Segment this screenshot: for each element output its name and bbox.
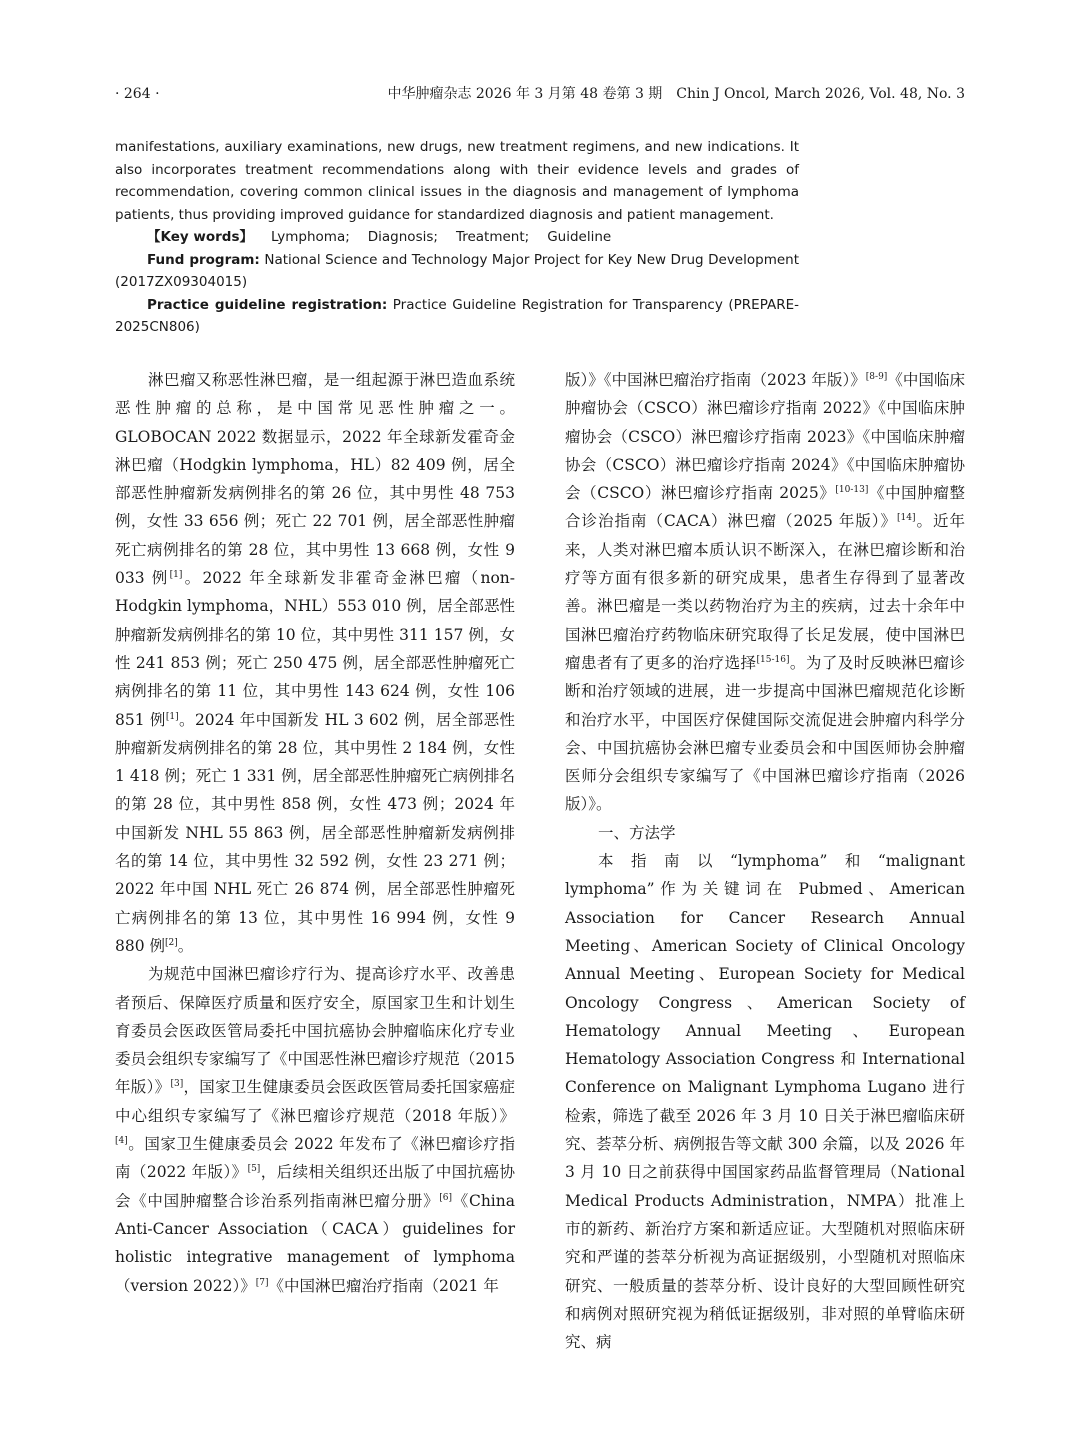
body-column-left bbox=[115, 366, 515, 1300]
body-paragraph bbox=[115, 366, 515, 960]
citation-ref: [5] bbox=[247, 1164, 261, 1175]
text-run: 《China Anti-Cancer Association（CACA）guidelines for holistic integrative management of lymphoma（version 2022）》 bbox=[115, 1191, 515, 1295]
abstract-text: manifestations, auxiliary examinations, new drugs, new treatment regimens, and new indications. It also incorporates treatment recommendations along with their evidence levels and grades of recommendation, covering common clinical issues in the diagnosis and management of lymphoma patients, thus providing improved guidance for standardized diagnosis and patient management. bbox=[115, 139, 799, 223]
text-run: 。2022 年全球新发非霍奇金淋巴瘤（non-Hodgkin lymphoma，NHL）553 010 例，居全部恶性肿瘤新发病例排名的第 10 位，其中男性 311 157 例，女性 241 853 例；死亡 250 475 例，居全部恶性肿瘤死亡病例排名的第 11 位，其中男性 143 624 例，女性 106 851 例 bbox=[115, 569, 515, 729]
registration-text: Practice Guideline Registration for Transparency (PREPARE-2025CN806) bbox=[115, 296, 799, 335]
text-run: 《中国肿瘤整合诊治指南（CACA）淋巴瘤（2025 年版）》 bbox=[565, 484, 965, 531]
keywords-line bbox=[115, 226, 799, 249]
body-paragraph: 本指南以“lymphoma”和“malignant lymphoma”作为关键词在 Pubmed、American Association for Cancer Research Annual Meeting、American Society of Clinical Oncology Annual Meeting、European Society for Medical Oncology Congress、American Society of Hematology Annual Meeting、European Hematology Association Congress 和 International Conference on Malignant Lymphoma Lugano 进行检索，筛选了截至 2026 年 3 月 10 日关于淋巴瘤临床研究、荟萃分析、病例报告等文献 300 余篇，以及 2026 年 3 月 10 日之前获得中国国家药品监督管理局（National Medical Products Administration，NMPA）批准上市的新药、新治疗方案和新适应证。大型随机对照临床研究和严谨的荟萃分析视为高证据级别，小型随机对照临床研究、一般质量的荟萃分析、设计良好的大型回顾性研究和病例对照研究视为稍低证据级别，非对照的单臂临床研究、病 bbox=[565, 852, 965, 1352]
text-run: 淋巴瘤又称恶性淋巴瘤，是一组起源于淋巴造血系统恶性肿瘤的总称，是中国常见恶性肿瘤之一。GLOBOCAN 2022 数据显示，2022 年全球新发霍奇金淋巴瘤（Hodgkin lymphoma，HL）82 409 例，居全部恶性肿瘤新发病例排名的第 26 位，其中男性 48 753 例，女性 33 656 例；死亡 22 701 例，居全部恶性肿瘤死亡病例排名的第 28 位，其中男性 13 668 例，女性 9 033 例 bbox=[115, 371, 515, 588]
body-column-right bbox=[565, 366, 965, 1356]
fund-program bbox=[115, 249, 799, 294]
citation-ref: [1] bbox=[169, 569, 183, 580]
english-abstract bbox=[115, 136, 799, 339]
citation-ref: [3] bbox=[170, 1079, 184, 1090]
keyword: Treatment; bbox=[455, 229, 530, 245]
keyword: Diagnosis; bbox=[367, 229, 438, 245]
text-run: 《中国临床肿瘤协会（CSCO）淋巴瘤诊疗指南 2022》《中国临床肿瘤协会（CSCO）淋巴瘤诊疗指南 2023》《中国临床肿瘤协会（CSCO）淋巴瘤诊疗指南 2024》《中国临床肿瘤协会（CSCO）淋巴瘤诊疗指南 2025》 bbox=[565, 371, 965, 503]
text-run: 。国家卫生健康委员会 2022 年发布了《淋巴瘤诊疗指南（2022 年版）》 bbox=[115, 1135, 515, 1182]
text-run: 《中国淋巴瘤治疗指南（2021 年 bbox=[268, 1276, 499, 1295]
text-run: 。为了及时反映淋巴瘤诊断和治疗领域的进展，进一步提高中国淋巴瘤规范化诊断和治疗水平，中国医疗保健国际交流促进会肿瘤内科学分会、中国抗癌协会淋巴瘤专业委员会和中国医师协会肿瘤医师分会组织专家编写了《中国淋巴瘤诊疗指南（2026 版）》。 bbox=[565, 653, 965, 814]
citation-ref: [4] bbox=[115, 1135, 128, 1146]
citation-ref: [10-13] bbox=[835, 485, 869, 496]
section-heading: 一、方法学 bbox=[598, 823, 676, 842]
text-run: 。近年来，人类对淋巴瘤本质认识不断深入，在淋巴瘤诊断和治疗等方面有很多新的研究成果，患者生存得到了显著改善。淋巴瘤是一类以药物治疗为主的疾病，过去十余年中国淋巴瘤治疗药物临床研究取得了长足发展，使中国淋巴瘤患者有了更多的治疗选择 bbox=[565, 512, 965, 672]
text-run: 。2024 年中国新发 HL 3 602 例，居全部恶性肿瘤新发病例排名的第 28 位，其中男性 2 184 例，女性 1 418 例；死亡 1 331 例，居全部恶性肿瘤死亡病例排名的第 28 位，其中男性 858 例，女性 473 例；2024 年中国新发 NHL 55 863 例，居全部恶性肿瘤新发病例排名的第 14 位，其中男性 32 592 例，女性 23 271 例；2022 年中国 NHL 死亡 26 874 例，居全部恶性肿瘤死亡病例排名的第 13 位，其中男性 16 994 例，女性 9 880 例 bbox=[115, 710, 515, 955]
citation-ref: [15-16] bbox=[756, 654, 790, 665]
keyword: Lymphoma; bbox=[270, 229, 350, 245]
citation-ref: [1] bbox=[165, 711, 179, 722]
text-run: ，后续相关组织还出版了中国抗癌协会《中国肿瘤整合诊治系列指南淋巴瘤分册》 bbox=[115, 1163, 515, 1210]
body-paragraph bbox=[565, 366, 965, 819]
registration-label: Practice guideline registration: bbox=[147, 296, 388, 313]
text-run: 为规范中国淋巴瘤诊疗行为、提高诊疗水平、改善患者预后、保障医疗质量和医疗安全，原国家卫生和计划生育委员会医政医管局委托中国抗癌协会肿瘤临床化疗专业委员会组织专家编写了《中国恶性淋巴瘤诊疗规范（2015 年版）》 bbox=[115, 965, 515, 1097]
fund-label: Fund program: bbox=[147, 251, 260, 268]
citation-ref: [2] bbox=[165, 937, 178, 948]
text-run: ，国家卫生健康委员会医政医管局委托国家癌症中心组织专家编写了《淋巴瘤诊疗规范（2018 年版）》 bbox=[115, 1078, 515, 1125]
keyword: Guideline bbox=[547, 229, 612, 245]
body-paragraph bbox=[115, 960, 515, 1300]
citation-ref: [14] bbox=[897, 513, 916, 524]
citation-ref: [6] bbox=[439, 1192, 453, 1203]
text-run: 版）》《中国淋巴瘤治疗指南（2023 年版）》 bbox=[565, 371, 866, 389]
keywords-label: 【Key words】 bbox=[147, 229, 253, 245]
page-number: · 264 · bbox=[115, 86, 160, 102]
citation-ref: [7] bbox=[255, 1277, 269, 1288]
fund-text: National Science and Technology Major Project for Key New Drug Development (2017ZX09304015) bbox=[115, 251, 799, 290]
citation-ref: [8-9] bbox=[865, 371, 888, 382]
text-run: 。 bbox=[177, 936, 194, 955]
guideline-registration bbox=[115, 294, 799, 339]
journal-citation: 中华肿瘤杂志 2026 年 3 月第 48 卷第 3 期 Chin J Oncol, March 2026, Vol. 48, No. 3 bbox=[387, 86, 965, 102]
